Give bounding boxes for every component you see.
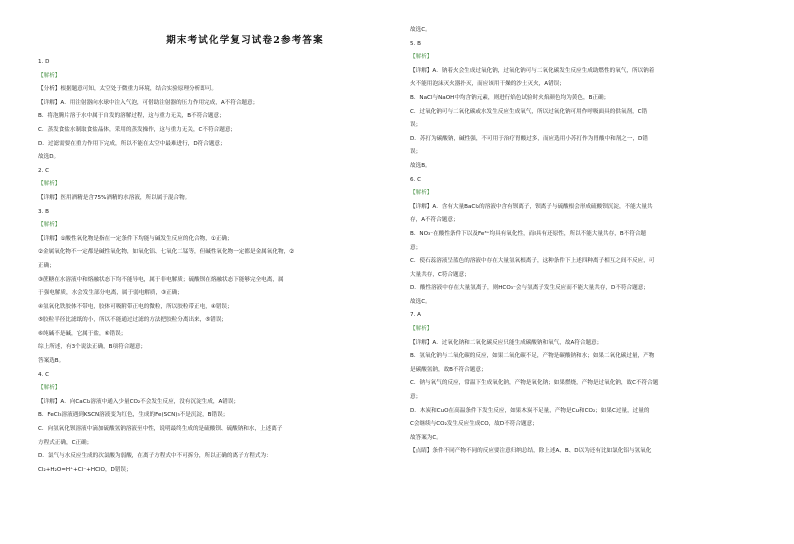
text-line: 4. C xyxy=(38,371,50,378)
text-line: 【详解】A．含有大量BaCl₂的溶液中含有钡离子，钡离子与硫酸根会形成硫酸钡沉淀，不能大量共 xyxy=(410,203,653,210)
text-line: Cl₂+H₂O=H⁺+Cl⁻+HClO，D错误； xyxy=(38,466,132,473)
text-line: ⑥纯碱不是碱，它属于盐，⑥错误； xyxy=(38,330,127,337)
text-line: 故选D。 xyxy=(38,154,60,161)
section-tag: 【解析】 xyxy=(410,190,433,197)
section-tag: 【解析】 xyxy=(410,326,433,333)
text-line: 【分析】根据题意可知，太空处于微重力环境，结合实验原理分析即可。 xyxy=(38,86,218,93)
text-line: D．氯气与水反应生成的次氯酸为弱酸，在离子方程式中不可拆分，所以正确的离子方程式为： xyxy=(38,453,272,460)
section-tag: 【解析】 xyxy=(38,385,61,392)
text-line: 6. C xyxy=(410,176,422,183)
text-line: C．使石蕊溶液呈蓝色的溶液中存在大量氢氧根离子，这种条件下上述四种离子相互之间不反应，可 xyxy=(410,258,655,265)
text-line: 故选C。 xyxy=(410,298,431,305)
text-line: C．向氢氧化钡溶液中滴加硫酸氢钠溶液至中性，说明最终生成的是硫酸钡、硫酸钠和水，上述离子 xyxy=(38,426,283,433)
section-tag: 【解析】 xyxy=(38,72,61,79)
text-line: 故答案为C。 xyxy=(410,434,442,441)
text-line: D．木炭和CuO在高温条件下发生反应，如果木炭不足量，产物是Cu和CO₂；如果C过量，过量的 xyxy=(410,407,650,414)
text-line: ⑤胶粒半径比滤纸的小，所以不能通过过滤的方法把胶粒分离出来，⑤错误； xyxy=(38,317,228,324)
text-line: 存，A不符合题意； xyxy=(410,217,459,224)
text-line: C．钠与氧气的反应，常温下生成氧化钠，产物是氧化钠；如果燃烧，产物是过氧化钠，故C不符合题 xyxy=(410,380,659,387)
text-line: 【详解】A．钠着火会生成过氧化钠，过氧化钠可与二氧化碳发生反应生成助燃性的氧气，所以钠着 xyxy=(410,67,655,74)
text-line: 故选C。 xyxy=(410,27,431,33)
text-line: 【详解】A．用注射器向水球中注入气泡，可借助注射器的压力作用完成，A不符合题意； xyxy=(38,99,259,106)
text-line: 【详解】①酸性氧化物是指在一定条件下均能与碱发生反应的化合物，①正确； xyxy=(38,235,233,242)
text-line: D．苏打为碳酸钠，碱性强，不可用于治疗胃酸过多，而应选用小苏打作为胃酸中和剂之一，D错 xyxy=(410,135,648,142)
text-line: B．NO₃⁻在酸性条件下以及Fe³⁺均具有氧化性，而I具有还原性，所以不能大量共存，B不符合题 xyxy=(410,230,647,237)
text-line: 答案选B。 xyxy=(38,358,65,365)
section-tag: 【解析】 xyxy=(410,54,433,61)
text-line: B．将泡腾片溶于水中属于自发的溶解过程，这与重力无关，B不符合题意； xyxy=(38,113,225,120)
text-line: 【点睛】条件不同产物不同的反应要注意归纳总结，除上述A、B、D以为还有比如氯化铝与氢氧化 xyxy=(410,448,652,455)
text-line: 1. D xyxy=(38,59,50,65)
text-line: D．酸性溶液中存在大量氢离子，则HCO₃⁻会与氢离子发生反应而不能大量共存，D不符合题意； xyxy=(410,285,649,292)
text-line: 3. B xyxy=(38,208,49,215)
text-line: 5. B xyxy=(410,40,421,47)
text-line: 误； xyxy=(410,122,422,129)
text-line: 是碳酸氢钠，故B不符合题意； xyxy=(410,366,487,373)
text-line: B．NaCl与NaOH中均含钠元素，则进行焰色试验时火焰颜色均为黄色，B正确； xyxy=(410,94,610,101)
text-line: 方程式正确，C正确； xyxy=(38,439,93,446)
text-line: 综上所述，有3个说法正确，B项符合题意； xyxy=(38,344,147,351)
text-line: ④氢氧化铁胶体不带电，胶体可吸附带正电的微粒，所以胶粒带正电，④错误； xyxy=(38,303,233,310)
text-line: 2. C xyxy=(38,167,50,174)
text-line: 7. A xyxy=(410,312,421,319)
right-column xyxy=(410,24,770,459)
text-line: ③蔗糖在水溶液中和熔融状态下均不能导电，属于非电解质；硫酸钡在熔融状态下能够完全电离，属 xyxy=(38,276,284,283)
text-line: B．氢氧化钠与二氧化碳的反应，如果二氧化碳不足，产物是碳酸钠和水；如果二氧化碳过量，产物 xyxy=(410,353,655,360)
text-line: B．FeCl₃溶液遇到KSCN溶液变为红色，生成的Fe(SCN)₃不是沉淀，B错误； xyxy=(38,412,229,419)
text-line: D．过滤需要在重力作用下完成，所以不能在太空中最难进行，D符合题意； xyxy=(38,140,226,147)
text-line: 于强电解质，水会发生部分电离，属于弱电解质，③正确； xyxy=(38,290,183,297)
left-column xyxy=(38,56,388,477)
text-line: 【详解】医用酒精是含75%酒精的水溶液，所以属于混合物。 xyxy=(38,194,191,201)
text-line: ②金属氧化物不一定都是碱性氧化物，如氧化铝、七氧化二锰等，但碱性氧化物一定都是金属氧化物，② xyxy=(38,249,295,256)
text-line: 【详解】A．向CaCl₂溶液中通入少量CO₂不会发生反应，没有沉淀生成，A错误； xyxy=(38,398,240,405)
text-line: 意； xyxy=(410,244,422,251)
text-line: C会继续与CO₂发生反应生成CO，故D不符合题意； xyxy=(410,421,538,428)
section-tag: 【解析】 xyxy=(38,181,61,188)
text-line: 故选B。 xyxy=(410,162,431,169)
text-line: 误； xyxy=(410,149,422,156)
text-line: 大量共存，C符合题意； xyxy=(410,271,470,278)
text-line: C．过氧化钠可与二氧化碳或水发生反应生成氧气，所以过氧化钠可用作呼吸面具的供氧剂，C错 xyxy=(410,108,648,115)
section-tag: 【解析】 xyxy=(38,222,61,229)
page-title: 期末考试化学复习试卷2参考答案 xyxy=(166,35,324,46)
text-line: 火不能用泡沫灭火器扑灭，而应该用干燥的沙土灭火，A错误； xyxy=(410,81,565,88)
text-line: 【详解】A．过氧化钠和二氧化碳反应只能生成碳酸钠和氧气，故A符合题意； xyxy=(410,339,603,346)
text-line: 意； xyxy=(410,394,422,401)
text-line: C．蒸发食盐水制取食盐晶体，采用的蒸发操作，这与重力无关，C不符合题意； xyxy=(38,126,237,133)
text-line: 正确； xyxy=(38,262,55,269)
